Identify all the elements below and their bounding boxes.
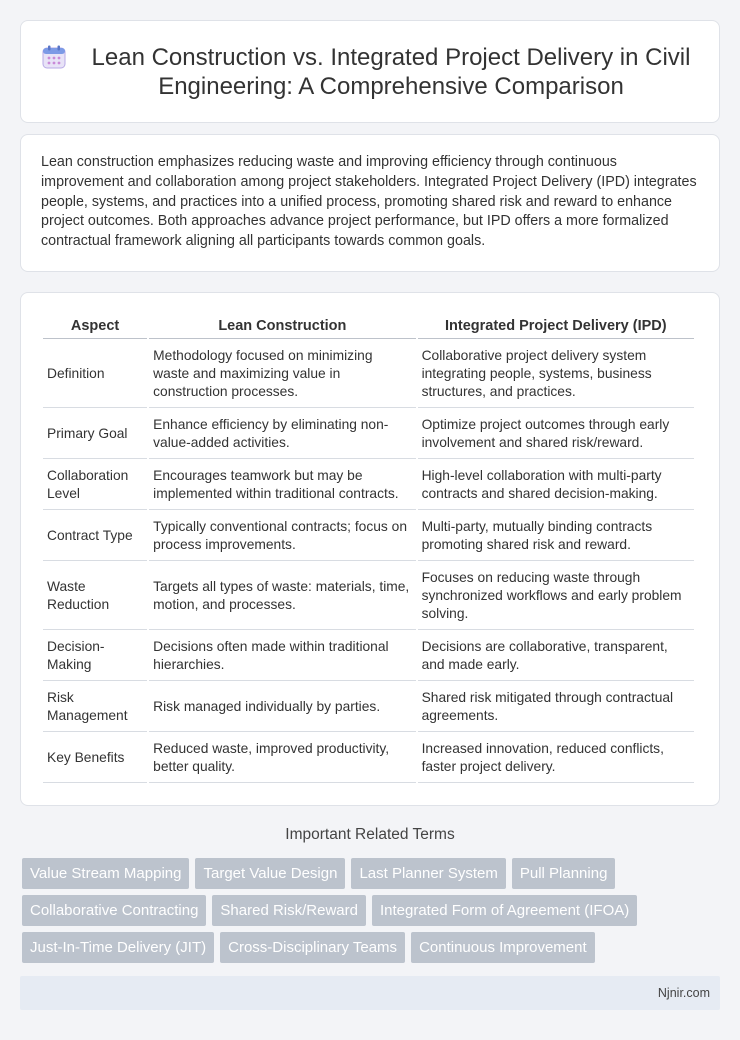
table-row bbox=[43, 632, 694, 681]
comparison-card bbox=[20, 292, 720, 806]
ipd-cell: Multi-party, mutually binding contracts promoting shared risk and reward. bbox=[418, 512, 694, 561]
table-row bbox=[43, 734, 694, 783]
lean-cell: Targets all types of waste: materials, time, motion, and processes. bbox=[149, 563, 415, 630]
ipd-cell: Shared risk mitigated through contractual agreements. bbox=[418, 683, 694, 732]
table-row bbox=[43, 563, 694, 630]
aspect-cell: Key Benefits bbox=[43, 734, 147, 783]
summary-text: Lean construction emphasizes reducing waste and improving efficiency through continuous improvement and collaboration among project stakeholders. Integrated Project Delivery (IPD) integrates people, systems, and practices into a unified process, promoting shared risk and reward to enhance project outcomes. Both approaches advance project performance, but IPD offers a more formalized contractual framework aligning all participants towards common goals. bbox=[41, 154, 697, 250]
table-row bbox=[43, 683, 694, 732]
ipd-cell: Increased innovation, reduced conflicts, faster project delivery. bbox=[418, 734, 694, 783]
related-term-tag[interactable]: Just-In-Time Delivery (JIT) bbox=[22, 932, 214, 963]
ipd-cell: Focuses on reducing waste through synchronized workflows and early problem solving. bbox=[418, 563, 694, 630]
title-card bbox=[20, 20, 720, 123]
footer-site-link[interactable]: Njnir.com bbox=[657, 986, 710, 1000]
related-term-tag[interactable]: Collaborative Contracting bbox=[22, 895, 206, 926]
header-lean: Lean Construction bbox=[149, 312, 415, 339]
table-header-row bbox=[43, 312, 694, 339]
related-term-tag[interactable]: Integrated Form of Agreement (IFOA) bbox=[372, 895, 637, 926]
lean-cell: Typically conventional contracts; focus on process improvements. bbox=[149, 512, 415, 561]
header-ipd: Integrated Project Delivery (IPD) bbox=[418, 312, 694, 339]
aspect-cell: Contract Type bbox=[43, 512, 147, 561]
lean-cell: Enhance efficiency by eliminating non-value-added activities. bbox=[149, 410, 415, 459]
related-term-tag[interactable]: Cross-Disciplinary Teams bbox=[220, 932, 405, 963]
related-term-tag[interactable]: Last Planner System bbox=[351, 858, 505, 889]
aspect-cell: Risk Management bbox=[43, 683, 147, 732]
table-row bbox=[43, 512, 694, 561]
table-row bbox=[43, 341, 694, 408]
lean-cell: Decisions often made within traditional hierarchies. bbox=[149, 632, 415, 681]
related-term-tag[interactable]: Pull Planning bbox=[512, 858, 616, 889]
calendar-icon bbox=[41, 44, 67, 70]
ipd-cell: Optimize project outcomes through early involvement and shared risk/reward. bbox=[418, 410, 694, 459]
table-row bbox=[43, 410, 694, 459]
footer bbox=[20, 976, 720, 1010]
lean-cell: Risk managed individually by parties. bbox=[149, 683, 415, 732]
related-terms-title: Important Related Terms bbox=[285, 826, 455, 843]
comparison-table bbox=[41, 310, 696, 785]
table-row bbox=[43, 461, 694, 510]
related-terms-list bbox=[22, 858, 722, 963]
aspect-cell: Collaboration Level bbox=[43, 461, 147, 510]
summary-card bbox=[20, 134, 720, 272]
aspect-cell: Definition bbox=[43, 341, 147, 408]
aspect-cell: Decision-Making bbox=[43, 632, 147, 681]
ipd-cell: Decisions are collaborative, transparent, and made early. bbox=[418, 632, 694, 681]
related-term-tag[interactable]: Value Stream Mapping bbox=[22, 858, 189, 889]
aspect-cell: Waste Reduction bbox=[43, 563, 147, 630]
header-aspect: Aspect bbox=[43, 312, 147, 339]
lean-cell: Reduced waste, improved productivity, better quality. bbox=[149, 734, 415, 783]
related-term-tag[interactable]: Shared Risk/Reward bbox=[212, 895, 366, 926]
related-term-tag[interactable]: Target Value Design bbox=[195, 858, 345, 889]
ipd-cell: High-level collaboration with multi-party contracts and shared decision-making. bbox=[418, 461, 694, 510]
related-term-tag[interactable]: Continuous Improvement bbox=[411, 932, 595, 963]
lean-cell: Methodology focused on minimizing waste and maximizing value in construction processes. bbox=[149, 341, 415, 408]
ipd-cell: Collaborative project delivery system integrating people, systems, business structures, and practices. bbox=[418, 341, 694, 408]
lean-cell: Encourages teamwork but may be implemented within traditional contracts. bbox=[149, 461, 415, 510]
page-title: Lean Construction vs. Integrated Project Delivery in Civil Engineering: A Comprehensive Comparison bbox=[91, 43, 691, 100]
aspect-cell: Primary Goal bbox=[43, 410, 147, 459]
